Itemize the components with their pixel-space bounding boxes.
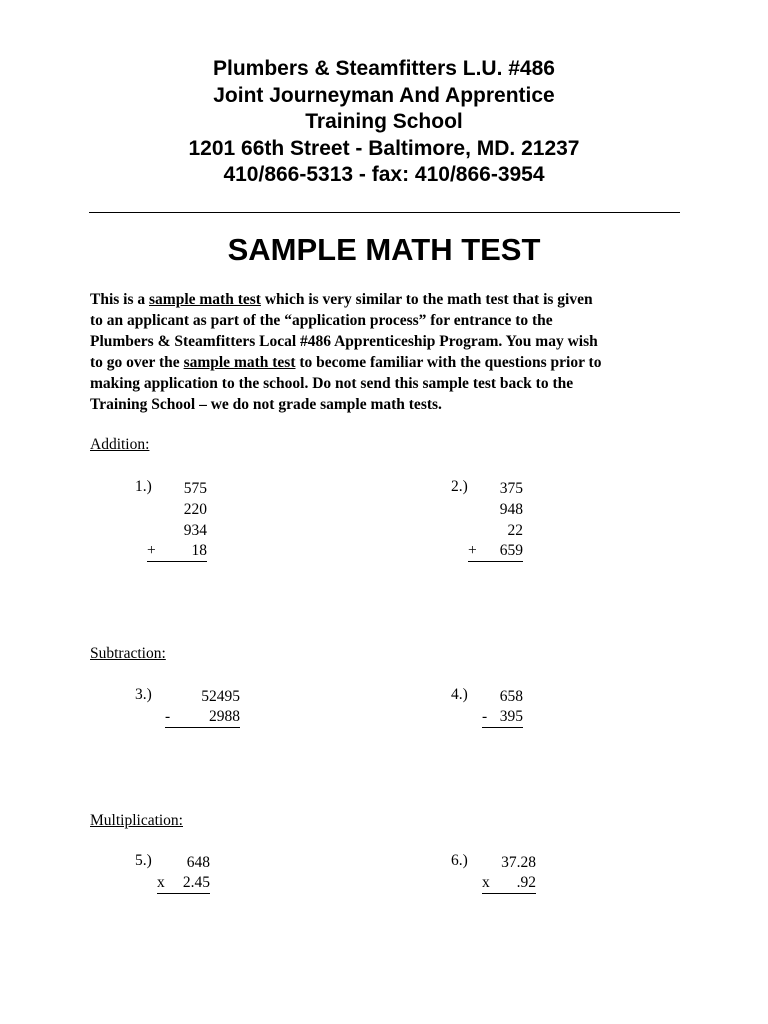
operand: 52495 bbox=[201, 688, 240, 705]
header-divider bbox=[89, 212, 680, 213]
problem-4 bbox=[482, 686, 523, 728]
header-program-name: Joint Journeyman And Apprentice bbox=[213, 83, 555, 107]
intro-text: to go over the bbox=[90, 354, 184, 371]
problem-3 bbox=[165, 686, 240, 728]
problem-6 bbox=[482, 852, 536, 894]
header-address: 1201 66th Street - Baltimore, MD. 21237 bbox=[188, 136, 580, 160]
intro-text: which is very similar to the math test that is given bbox=[260, 291, 593, 308]
operand: 948 bbox=[499, 501, 523, 518]
operand: 2.45 bbox=[182, 874, 210, 891]
header-phone-fax: 410/866-5313 - fax: 410/866-3954 bbox=[223, 163, 545, 186]
operand: 659 bbox=[499, 542, 523, 559]
intro-underlined-text: sample math test bbox=[149, 291, 261, 308]
problem-number: 2.) bbox=[451, 478, 468, 495]
operator: x bbox=[482, 874, 490, 891]
intro-paragraph bbox=[90, 289, 690, 415]
operand-last bbox=[147, 541, 207, 562]
problem-number: 5.) bbox=[135, 852, 152, 869]
operator: - bbox=[165, 708, 171, 725]
page-title: SAMPLE MATH TEST bbox=[227, 232, 541, 267]
operand: 934 bbox=[183, 522, 207, 539]
operand: 37.28 bbox=[501, 854, 536, 871]
intro-line: to an applicant as part of the “application process” for entrance to the bbox=[90, 312, 553, 329]
intro-line: Training School – we do not grade sample math tests. bbox=[90, 396, 442, 413]
operator: - bbox=[482, 708, 488, 725]
problem-number: 3.) bbox=[135, 686, 152, 703]
operand: 220 bbox=[183, 501, 207, 518]
operand: 375 bbox=[499, 480, 523, 497]
problem-5 bbox=[157, 852, 210, 894]
operand: .92 bbox=[516, 874, 536, 891]
operand: 658 bbox=[499, 688, 523, 705]
header-union-name: Plumbers & Steamfitters L.U. #486 bbox=[213, 57, 555, 80]
operand: 395 bbox=[499, 708, 523, 725]
problem-1 bbox=[147, 478, 207, 562]
operand-last bbox=[157, 873, 210, 894]
header-school-name: Training School bbox=[305, 110, 463, 133]
operand: 2988 bbox=[209, 708, 240, 725]
school-header bbox=[0, 56, 768, 189]
operator: + bbox=[468, 542, 477, 559]
section-heading-subtraction: Subtraction: bbox=[90, 645, 166, 662]
intro-line bbox=[90, 352, 690, 373]
intro-underlined-text: sample math test bbox=[183, 354, 296, 371]
intro-line: Plumbers & Steamfitters Local #486 Apprenticeship Program. You may wish bbox=[90, 333, 598, 350]
problem-number: 4.) bbox=[451, 686, 468, 703]
operator: + bbox=[147, 542, 156, 559]
problem-number: 6.) bbox=[451, 852, 468, 869]
operand-last bbox=[468, 541, 523, 562]
intro-line: making application to the school. Do not send this sample test back to the bbox=[90, 375, 574, 392]
operand-last bbox=[482, 873, 536, 894]
problem-2 bbox=[468, 478, 523, 562]
operand: 18 bbox=[191, 542, 207, 559]
intro-text: to become familiar with the questions prior to bbox=[295, 354, 602, 371]
operand: 575 bbox=[183, 480, 207, 497]
operator: x bbox=[157, 874, 165, 891]
operand: 648 bbox=[186, 854, 210, 871]
operand: 22 bbox=[507, 522, 523, 539]
intro-text: This is a bbox=[90, 291, 150, 308]
intro-line bbox=[90, 289, 690, 310]
section-heading-addition: Addition: bbox=[90, 436, 150, 453]
operand-last bbox=[165, 707, 240, 728]
operand-last bbox=[482, 707, 523, 728]
section-heading-multiplication: Multiplication: bbox=[90, 812, 183, 829]
problem-number: 1.) bbox=[135, 478, 152, 495]
